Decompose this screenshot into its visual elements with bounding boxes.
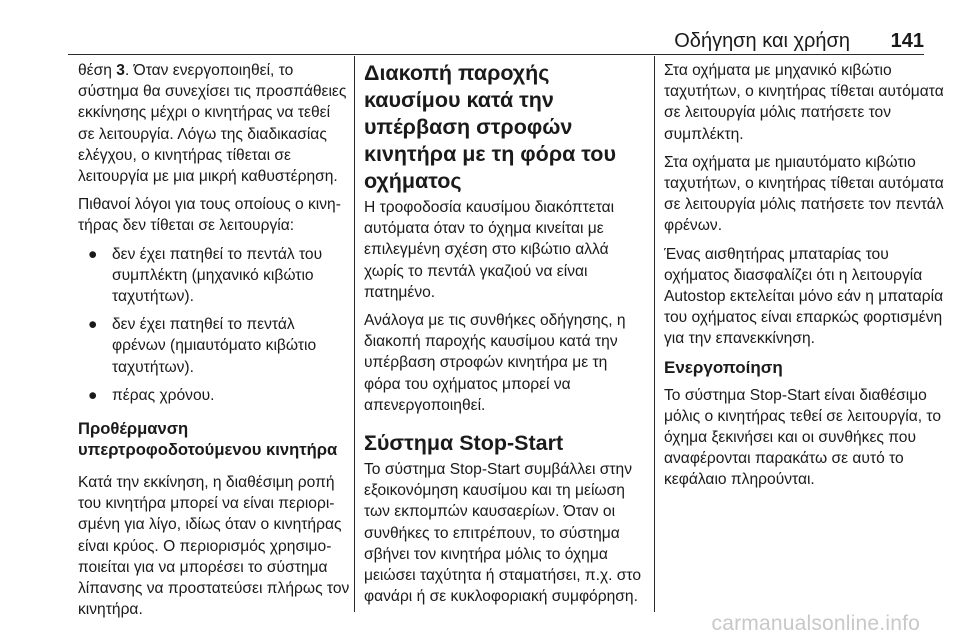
paragraph: Ένας αισθητήρας μπαταρίας του οχήματος διασφαλίζει ότι η λειτουργία Autostop εκτελείται μόνο εάν η μπαταρία του οχήματος είναι επαρκώς φορτισμένη για την επανεκκίνηση. bbox=[664, 245, 944, 348]
page-header bbox=[0, 0, 960, 56]
list-item-text: πέρας χρόνου. bbox=[112, 386, 215, 404]
paragraph: Ανάλογα με τις συνθήκες οδήγησης, η διακοπή παροχής καυσίμου κατά την υπέρβαση στροφών κινητήρα με τη φόρα του οχήματος μπορεί να απενεργοποιηθεί. bbox=[364, 312, 626, 414]
list-item bbox=[78, 244, 350, 308]
bullet-icon: ● bbox=[88, 245, 98, 263]
watermark-text: carmanualsonline.info bbox=[711, 612, 920, 635]
list-item bbox=[78, 314, 350, 378]
paragraph: Στα οχήματα με ημιαυτόματο κιβώτιο ταχυτήτων, ο κινητήρας τίθεται αυτόματα σε λειτουργία μόλις πατήσετε τον πεντάλ φρένων. bbox=[664, 153, 944, 235]
subheading-line: Προθέρμανση bbox=[78, 419, 189, 439]
subheading-line: υπερτροφοδοτούμενου κινητήρα bbox=[78, 440, 338, 460]
bullet-icon: ● bbox=[88, 316, 98, 334]
column-divider-2 bbox=[654, 56, 655, 612]
section-heading: Διακοπή παροχής καυσίμου κατά την υπέρβαση στροφών κινητήρα με τη φόρα του οχήματος bbox=[364, 61, 616, 193]
paragraph: Το σύστημα Stop-Start συμβάλλει στην εξοικονόμηση καυσίμου και τη μείωση των εκπομπών καυσαερίων. Όταν οι συνθήκες το επιτρέπουν, το σύστημα σβήνει τον κινητήρα μόλις το όχημα μειώσει ταχύτητα ή σταματήσει, π.χ. στο φανάρι ή σε κυκλοφοριακή συμφόρηση. bbox=[364, 461, 642, 606]
subheading bbox=[78, 418, 350, 460]
header-rule bbox=[68, 54, 924, 55]
page-number: 141 bbox=[890, 30, 924, 52]
running-header-title: Οδήγηση και χρήση bbox=[674, 30, 850, 52]
paragraph: Η τροφοδοσία καυσίμου διακόπτεται αυτόματα όταν το όχημα κινείται με επιλεγμένη σχέση στο κιβώτιο αλλά χωρίς το πεντάλ γκαζιού να είναι πατημένο. bbox=[364, 199, 615, 301]
paragraph: Το σύστημα Stop-Start είναι διαθέσιμο μόλις ο κινητήρας τεθεί σε λειτουργία, το όχημα ξεκινήσει και οι συνθήκες που αναφέρονται παρακάτω σε αυτό το κεφάλαιο πληρούνται. bbox=[664, 386, 941, 489]
list-item-text: δεν έχει πατηθεί το πεντάλ του συμπλέκτη (μηχανικό κιβώτιο ταχυτήτων). bbox=[112, 245, 323, 306]
paragraph: Πιθανοί λόγοι για τους οποίους ο κινητήρας δεν τίθεται σε λειτουργία: bbox=[78, 196, 341, 235]
list-item bbox=[78, 385, 350, 406]
paragraph bbox=[78, 60, 350, 187]
position-number: 3 bbox=[116, 62, 125, 79]
paragraph: Στα οχήματα με μηχανικό κιβώτιο ταχυτήτων, ο κινητήρας τίθεται αυτόματα σε λειτουργία μόλις πατήσετε τον συμπλέκτη. bbox=[664, 62, 944, 143]
column-divider-1 bbox=[354, 56, 355, 612]
bullet-list bbox=[78, 244, 350, 406]
text-run: θέση bbox=[78, 62, 117, 79]
column-1 bbox=[78, 60, 350, 627]
paragraph: Κατά την εκκίνηση, η διαθέσιμη ροπή του κινητήρα μπορεί να είναι περιορισμένη για λίγο, ιδίως όταν ο κινητήρας είναι κρύος. Ο περιορισμός χρησιμοποιείται για να μπορέσει το σύστημα λίπανσης να προστατεύσει πλήρως τον κινητήρα. bbox=[78, 474, 350, 619]
subheading: Ενεργοποίηση bbox=[664, 357, 783, 377]
bullet-icon: ● bbox=[88, 386, 98, 404]
column-2 bbox=[364, 60, 642, 614]
section-heading: Σύστημα Stop-Start bbox=[364, 431, 564, 456]
text-run: . Όταν ενεργοποιηθεί, το σύστημα θα συνεχίσει τις προσπάθειες εκκίνησης μέχρι ο κινητήρας να τεθεί σε λειτουργία. Λόγω της διαδικασίας ελέγχου, ο κινητήρας τίθεται σε λειτουργία με μια μικρή καθυστέρηση. bbox=[78, 62, 347, 186]
column-3 bbox=[664, 60, 948, 498]
list-item-text: δεν έχει πατηθεί το πεντάλ φρένων (ημιαυτόματο κιβώτιο ταχυτήτων). bbox=[112, 316, 317, 376]
